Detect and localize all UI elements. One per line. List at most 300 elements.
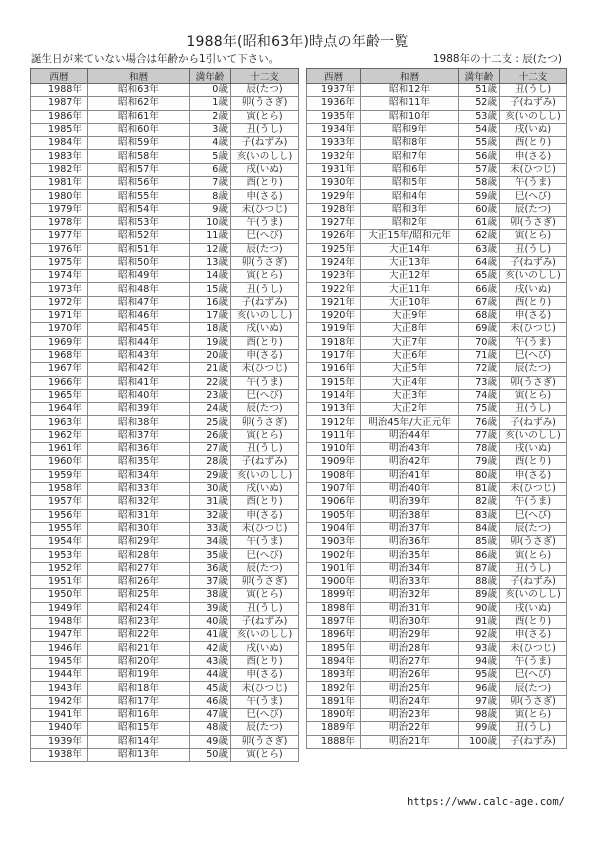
- cell-wareki: 昭和43年: [88, 349, 190, 362]
- table-row: [307, 256, 567, 269]
- cell-seireki: 1919年: [307, 323, 361, 336]
- cell-zodiac: 辰(たつ): [500, 363, 567, 376]
- cell-age: 29歳: [190, 469, 231, 482]
- table-row: [31, 589, 299, 602]
- cell-zodiac: 亥(いのしし): [231, 469, 299, 482]
- cell-zodiac: 酉(とり): [231, 496, 299, 509]
- cell-zodiac: 未(ひつじ): [231, 203, 299, 216]
- table-row: [31, 376, 299, 389]
- table-row: [31, 336, 299, 349]
- table-row: [307, 363, 567, 376]
- cell-age: 16歳: [190, 296, 231, 309]
- table-row: [31, 363, 299, 376]
- cell-seireki: 1941年: [31, 708, 88, 721]
- cell-seireki: 1927年: [307, 216, 361, 229]
- cell-zodiac: 巳(へび): [231, 230, 299, 243]
- cell-seireki: 1935年: [307, 110, 361, 123]
- cell-age: 13歳: [190, 256, 231, 269]
- cell-wareki: 昭和52年: [88, 230, 190, 243]
- cell-seireki: 1893年: [307, 669, 361, 682]
- cell-zodiac: 辰(たつ): [231, 243, 299, 256]
- cell-seireki: 1921年: [307, 296, 361, 309]
- cell-age: 15歳: [190, 283, 231, 296]
- cell-seireki: 1951年: [31, 575, 88, 588]
- table-row: [31, 296, 299, 309]
- cell-seireki: 1984年: [31, 137, 88, 150]
- cell-seireki: 1978年: [31, 216, 88, 229]
- cell-wareki: 明治35年: [361, 549, 459, 562]
- table-row: [31, 203, 299, 216]
- cell-seireki: 1949年: [31, 602, 88, 615]
- cell-seireki: 1898年: [307, 602, 361, 615]
- table-row: [31, 536, 299, 549]
- cell-zodiac: 辰(たつ): [500, 522, 567, 535]
- cell-age: 45歳: [190, 682, 231, 695]
- birthday-note: 誕生日が来ていない場合は年齢から1引いて下さい。: [31, 53, 280, 65]
- cell-age: 8歳: [190, 190, 231, 203]
- table-row: [31, 323, 299, 336]
- table-row: [31, 735, 299, 748]
- cell-seireki: 1932年: [307, 150, 361, 163]
- cell-wareki: 昭和7年: [361, 150, 459, 163]
- cell-zodiac: 巳(へび): [231, 549, 299, 562]
- table-row: [307, 389, 567, 402]
- cell-seireki: 1899年: [307, 589, 361, 602]
- table-row: [307, 682, 567, 695]
- cell-age: 71歳: [459, 349, 500, 362]
- cell-zodiac: 午(うま): [500, 177, 567, 190]
- cell-zodiac: 丑(うし): [500, 84, 567, 97]
- cell-zodiac: 辰(たつ): [231, 562, 299, 575]
- cell-seireki: 1918年: [307, 336, 361, 349]
- cell-age: 28歳: [190, 456, 231, 469]
- cell-zodiac: 丑(うし): [231, 123, 299, 136]
- cell-wareki: 昭和13年: [88, 748, 190, 761]
- cell-age: 97歳: [459, 695, 500, 708]
- cell-age: 70歳: [459, 336, 500, 349]
- header-row: [31, 69, 299, 84]
- cell-zodiac: 未(ひつじ): [231, 682, 299, 695]
- cell-zodiac: 寅(とら): [500, 549, 567, 562]
- cell-age: 32歳: [190, 509, 231, 522]
- cell-seireki: 1936年: [307, 97, 361, 110]
- cell-wareki: 昭和14年: [88, 735, 190, 748]
- cell-seireki: 1931年: [307, 163, 361, 176]
- cell-seireki: 1934年: [307, 123, 361, 136]
- cell-age: 69歳: [459, 323, 500, 336]
- cell-age: 24歳: [190, 403, 231, 416]
- cell-wareki: 大正7年: [361, 336, 459, 349]
- cell-age: 92歳: [459, 629, 500, 642]
- zodiac-of-year: 1988年の十二支 : 辰(たつ): [432, 53, 562, 65]
- table-row: [31, 482, 299, 495]
- cell-zodiac: 酉(とり): [500, 615, 567, 628]
- cell-age: 2歳: [190, 110, 231, 123]
- cell-seireki: 1980年: [31, 190, 88, 203]
- cell-age: 10歳: [190, 216, 231, 229]
- cell-zodiac: 亥(いのしし): [500, 589, 567, 602]
- table-row: [31, 642, 299, 655]
- table-row: [31, 84, 299, 97]
- cell-seireki: 1972年: [31, 296, 88, 309]
- cell-zodiac: 酉(とり): [500, 137, 567, 150]
- cell-wareki: 明治44年: [361, 429, 459, 442]
- cell-seireki: 1981年: [31, 177, 88, 190]
- cell-age: 33歳: [190, 522, 231, 535]
- cell-zodiac: 戌(いぬ): [231, 163, 299, 176]
- table-row: [307, 296, 567, 309]
- cell-seireki: 1986年: [31, 110, 88, 123]
- cell-wareki: 昭和45年: [88, 323, 190, 336]
- cell-age: 30歳: [190, 482, 231, 495]
- cell-seireki: 1943年: [31, 682, 88, 695]
- cell-age: 5歳: [190, 150, 231, 163]
- cell-seireki: 1976年: [31, 243, 88, 256]
- table-row: [31, 722, 299, 735]
- cell-seireki: 1954年: [31, 536, 88, 549]
- cell-wareki: 昭和34年: [88, 469, 190, 482]
- cell-wareki: 昭和62年: [88, 97, 190, 110]
- cell-age: 81歳: [459, 482, 500, 495]
- cell-age: 80歳: [459, 469, 500, 482]
- table-row: [31, 456, 299, 469]
- cell-wareki: 昭和47年: [88, 296, 190, 309]
- cell-seireki: 1923年: [307, 270, 361, 283]
- cell-zodiac: 午(うま): [231, 376, 299, 389]
- cell-wareki: 昭和23年: [88, 615, 190, 628]
- cell-age: 48歳: [190, 722, 231, 735]
- table-row: [307, 243, 567, 256]
- cell-seireki: 1924年: [307, 256, 361, 269]
- cell-wareki: 昭和46年: [88, 310, 190, 323]
- table-row: [31, 416, 299, 429]
- cell-age: 89歳: [459, 589, 500, 602]
- table-row: [307, 469, 567, 482]
- cell-wareki: 大正12年: [361, 270, 459, 283]
- cell-age: 35歳: [190, 549, 231, 562]
- cell-age: 74歳: [459, 389, 500, 402]
- cell-seireki: 1892年: [307, 682, 361, 695]
- cell-seireki: 1896年: [307, 629, 361, 642]
- cell-age: 47歳: [190, 708, 231, 721]
- header-age: 満年齢: [190, 69, 231, 84]
- cell-zodiac: 酉(とり): [231, 336, 299, 349]
- cell-age: 90歳: [459, 602, 500, 615]
- cell-wareki: 昭和32年: [88, 496, 190, 509]
- table-row: [31, 549, 299, 562]
- table-row: [307, 150, 567, 163]
- cell-wareki: 昭和19年: [88, 669, 190, 682]
- cell-seireki: 1926年: [307, 230, 361, 243]
- cell-age: 78歳: [459, 443, 500, 456]
- cell-age: 77歳: [459, 429, 500, 442]
- table-row: [31, 748, 299, 761]
- table-row: [307, 429, 567, 442]
- cell-zodiac: 辰(たつ): [500, 682, 567, 695]
- cell-wareki: 昭和24年: [88, 602, 190, 615]
- cell-age: 58歳: [459, 177, 500, 190]
- cell-seireki: 1902年: [307, 549, 361, 562]
- cell-wareki: 昭和55年: [88, 190, 190, 203]
- cell-age: 43歳: [190, 655, 231, 668]
- table-row: [307, 110, 567, 123]
- cell-seireki: 1915年: [307, 376, 361, 389]
- cell-wareki: 大正9年: [361, 310, 459, 323]
- table-row: [307, 669, 567, 682]
- cell-zodiac: 巳(へび): [231, 708, 299, 721]
- cell-wareki: 明治42年: [361, 456, 459, 469]
- cell-seireki: 1982年: [31, 163, 88, 176]
- table-row: [31, 562, 299, 575]
- cell-zodiac: 亥(いのしし): [500, 270, 567, 283]
- cell-age: 6歳: [190, 163, 231, 176]
- cell-age: 26歳: [190, 429, 231, 442]
- table-row: [31, 123, 299, 136]
- table-row: [31, 615, 299, 628]
- table-row: [307, 642, 567, 655]
- cell-wareki: 昭和30年: [88, 522, 190, 535]
- table-row: [307, 137, 567, 150]
- table-row: [31, 216, 299, 229]
- cell-wareki: 明治29年: [361, 629, 459, 642]
- cell-seireki: 1957年: [31, 496, 88, 509]
- cell-seireki: 1894年: [307, 655, 361, 668]
- cell-seireki: 1917年: [307, 349, 361, 362]
- cell-wareki: 明治30年: [361, 615, 459, 628]
- table-row: [31, 163, 299, 176]
- cell-wareki: 大正4年: [361, 376, 459, 389]
- cell-wareki: 明治26年: [361, 669, 459, 682]
- cell-seireki: 1920年: [307, 310, 361, 323]
- cell-age: 83歳: [459, 509, 500, 522]
- table-row: [31, 177, 299, 190]
- cell-zodiac: 卯(うさぎ): [231, 256, 299, 269]
- cell-age: 98歳: [459, 708, 500, 721]
- table-row: [307, 349, 567, 362]
- cell-zodiac: 辰(たつ): [500, 203, 567, 216]
- cell-seireki: 1974年: [31, 270, 88, 283]
- cell-wareki: 大正14年: [361, 243, 459, 256]
- cell-zodiac: 申(さる): [231, 349, 299, 362]
- cell-zodiac: 子(ねずみ): [231, 296, 299, 309]
- cell-seireki: 1897年: [307, 615, 361, 628]
- cell-wareki: 明治23年: [361, 708, 459, 721]
- cell-zodiac: 未(ひつじ): [500, 163, 567, 176]
- cell-zodiac: 丑(うし): [231, 443, 299, 456]
- cell-zodiac: 卯(うさぎ): [500, 695, 567, 708]
- table-row: [307, 655, 567, 668]
- cell-seireki: 1963年: [31, 416, 88, 429]
- table-row: [307, 123, 567, 136]
- table-row: [307, 310, 567, 323]
- cell-age: 87歳: [459, 562, 500, 575]
- cell-zodiac: 子(ねずみ): [231, 137, 299, 150]
- table-row: [307, 336, 567, 349]
- cell-seireki: 1900年: [307, 575, 361, 588]
- table-row: [31, 349, 299, 362]
- table-row: [307, 522, 567, 535]
- cell-age: 3歳: [190, 123, 231, 136]
- cell-seireki: 1911年: [307, 429, 361, 442]
- table-row: [31, 708, 299, 721]
- cell-zodiac: 丑(うし): [500, 722, 567, 735]
- cell-wareki: 明治37年: [361, 522, 459, 535]
- cell-seireki: 1971年: [31, 310, 88, 323]
- cell-age: 14歳: [190, 270, 231, 283]
- header-age: 満年齢: [459, 69, 500, 84]
- cell-zodiac: 戌(いぬ): [231, 642, 299, 655]
- cell-wareki: 昭和2年: [361, 216, 459, 229]
- page-title: 1988年(昭和63年)時点の年齢一覧: [186, 34, 409, 50]
- cell-wareki: 明治21年: [361, 735, 459, 748]
- cell-wareki: 昭和50年: [88, 256, 190, 269]
- table-row: [31, 270, 299, 283]
- cell-seireki: 1965年: [31, 389, 88, 402]
- cell-zodiac: 巳(へび): [500, 190, 567, 203]
- cell-zodiac: 亥(いのしし): [500, 429, 567, 442]
- cell-age: 55歳: [459, 137, 500, 150]
- cell-zodiac: 午(うま): [231, 536, 299, 549]
- cell-seireki: 1952年: [31, 562, 88, 575]
- cell-seireki: 1929年: [307, 190, 361, 203]
- cell-zodiac: 卯(うさぎ): [231, 575, 299, 588]
- cell-zodiac: 卯(うさぎ): [500, 376, 567, 389]
- cell-age: 84歳: [459, 522, 500, 535]
- cell-zodiac: 午(うま): [500, 336, 567, 349]
- cell-seireki: 1953年: [31, 549, 88, 562]
- cell-seireki: 1937年: [307, 84, 361, 97]
- cell-zodiac: 寅(とら): [231, 589, 299, 602]
- table-row: [31, 496, 299, 509]
- cell-wareki: 昭和28年: [88, 549, 190, 562]
- cell-zodiac: 午(うま): [500, 496, 567, 509]
- cell-age: 53歳: [459, 110, 500, 123]
- table-row: [307, 735, 567, 748]
- cell-wareki: 昭和26年: [88, 575, 190, 588]
- table-row: [31, 509, 299, 522]
- cell-wareki: 昭和41年: [88, 376, 190, 389]
- cell-wareki: 昭和38年: [88, 416, 190, 429]
- cell-age: 18歳: [190, 323, 231, 336]
- cell-seireki: 1969年: [31, 336, 88, 349]
- cell-age: 66歳: [459, 283, 500, 296]
- cell-seireki: 1895年: [307, 642, 361, 655]
- cell-wareki: 大正13年: [361, 256, 459, 269]
- cell-age: 0歳: [190, 84, 231, 97]
- cell-zodiac: 亥(いのしし): [231, 310, 299, 323]
- cell-seireki: 1889年: [307, 722, 361, 735]
- cell-wareki: 明治41年: [361, 469, 459, 482]
- cell-seireki: 1891年: [307, 695, 361, 708]
- cell-seireki: 1928年: [307, 203, 361, 216]
- table-row: [307, 695, 567, 708]
- cell-seireki: 1988年: [31, 84, 88, 97]
- cell-seireki: 1946年: [31, 642, 88, 655]
- cell-seireki: 1925年: [307, 243, 361, 256]
- cell-zodiac: 酉(とり): [231, 177, 299, 190]
- table-row: [307, 283, 567, 296]
- cell-age: 46歳: [190, 695, 231, 708]
- cell-age: 37歳: [190, 575, 231, 588]
- cell-zodiac: 申(さる): [231, 190, 299, 203]
- cell-seireki: 1962年: [31, 429, 88, 442]
- cell-age: 4歳: [190, 137, 231, 150]
- cell-zodiac: 寅(とら): [231, 270, 299, 283]
- table-row: [31, 403, 299, 416]
- table-row: [307, 97, 567, 110]
- cell-age: 64歳: [459, 256, 500, 269]
- cell-age: 17歳: [190, 310, 231, 323]
- cell-zodiac: 丑(うし): [231, 283, 299, 296]
- cell-age: 85歳: [459, 536, 500, 549]
- cell-wareki: 昭和21年: [88, 642, 190, 655]
- cell-zodiac: 子(ねずみ): [500, 416, 567, 429]
- cell-zodiac: 申(さる): [500, 150, 567, 163]
- cell-zodiac: 戌(いぬ): [500, 443, 567, 456]
- cell-seireki: 1975年: [31, 256, 88, 269]
- cell-seireki: 1973年: [31, 283, 88, 296]
- table-row: [31, 310, 299, 323]
- table-row: [31, 97, 299, 110]
- cell-wareki: 大正2年: [361, 403, 459, 416]
- cell-wareki: 大正11年: [361, 283, 459, 296]
- cell-wareki: 昭和39年: [88, 403, 190, 416]
- cell-age: 23歳: [190, 389, 231, 402]
- cell-wareki: 昭和4年: [361, 190, 459, 203]
- table-row: [307, 403, 567, 416]
- cell-zodiac: 寅(とら): [500, 708, 567, 721]
- table-row: [307, 562, 567, 575]
- cell-zodiac: 戌(いぬ): [500, 123, 567, 136]
- cell-zodiac: 子(ねずみ): [231, 615, 299, 628]
- table-row: [31, 283, 299, 296]
- table-row: [307, 416, 567, 429]
- cell-wareki: 昭和11年: [361, 97, 459, 110]
- cell-age: 51歳: [459, 84, 500, 97]
- cell-wareki: 昭和22年: [88, 629, 190, 642]
- cell-wareki: 大正5年: [361, 363, 459, 376]
- cell-seireki: 1913年: [307, 403, 361, 416]
- cell-age: 94歳: [459, 655, 500, 668]
- cell-zodiac: 丑(うし): [231, 602, 299, 615]
- table-row: [31, 137, 299, 150]
- cell-age: 38歳: [190, 589, 231, 602]
- cell-wareki: 明治36年: [361, 536, 459, 549]
- table-row: [31, 629, 299, 642]
- cell-age: 40歳: [190, 615, 231, 628]
- cell-wareki: 昭和36年: [88, 443, 190, 456]
- table-row: [307, 536, 567, 549]
- table-row: [307, 482, 567, 495]
- table-row: [307, 589, 567, 602]
- cell-zodiac: 戌(いぬ): [500, 283, 567, 296]
- cell-age: 11歳: [190, 230, 231, 243]
- cell-seireki: 1979年: [31, 203, 88, 216]
- table-row: [31, 682, 299, 695]
- cell-zodiac: 亥(いのしし): [500, 110, 567, 123]
- cell-wareki: 明治24年: [361, 695, 459, 708]
- cell-age: 44歳: [190, 669, 231, 682]
- cell-zodiac: 酉(とり): [500, 456, 567, 469]
- cell-zodiac: 巳(へび): [500, 669, 567, 682]
- cell-wareki: 昭和5年: [361, 177, 459, 190]
- cell-seireki: 1970年: [31, 323, 88, 336]
- cell-seireki: 1947年: [31, 629, 88, 642]
- cell-wareki: 昭和29年: [88, 536, 190, 549]
- cell-wareki: 昭和58年: [88, 150, 190, 163]
- cell-zodiac: 子(ねずみ): [500, 735, 567, 748]
- cell-zodiac: 未(ひつじ): [500, 482, 567, 495]
